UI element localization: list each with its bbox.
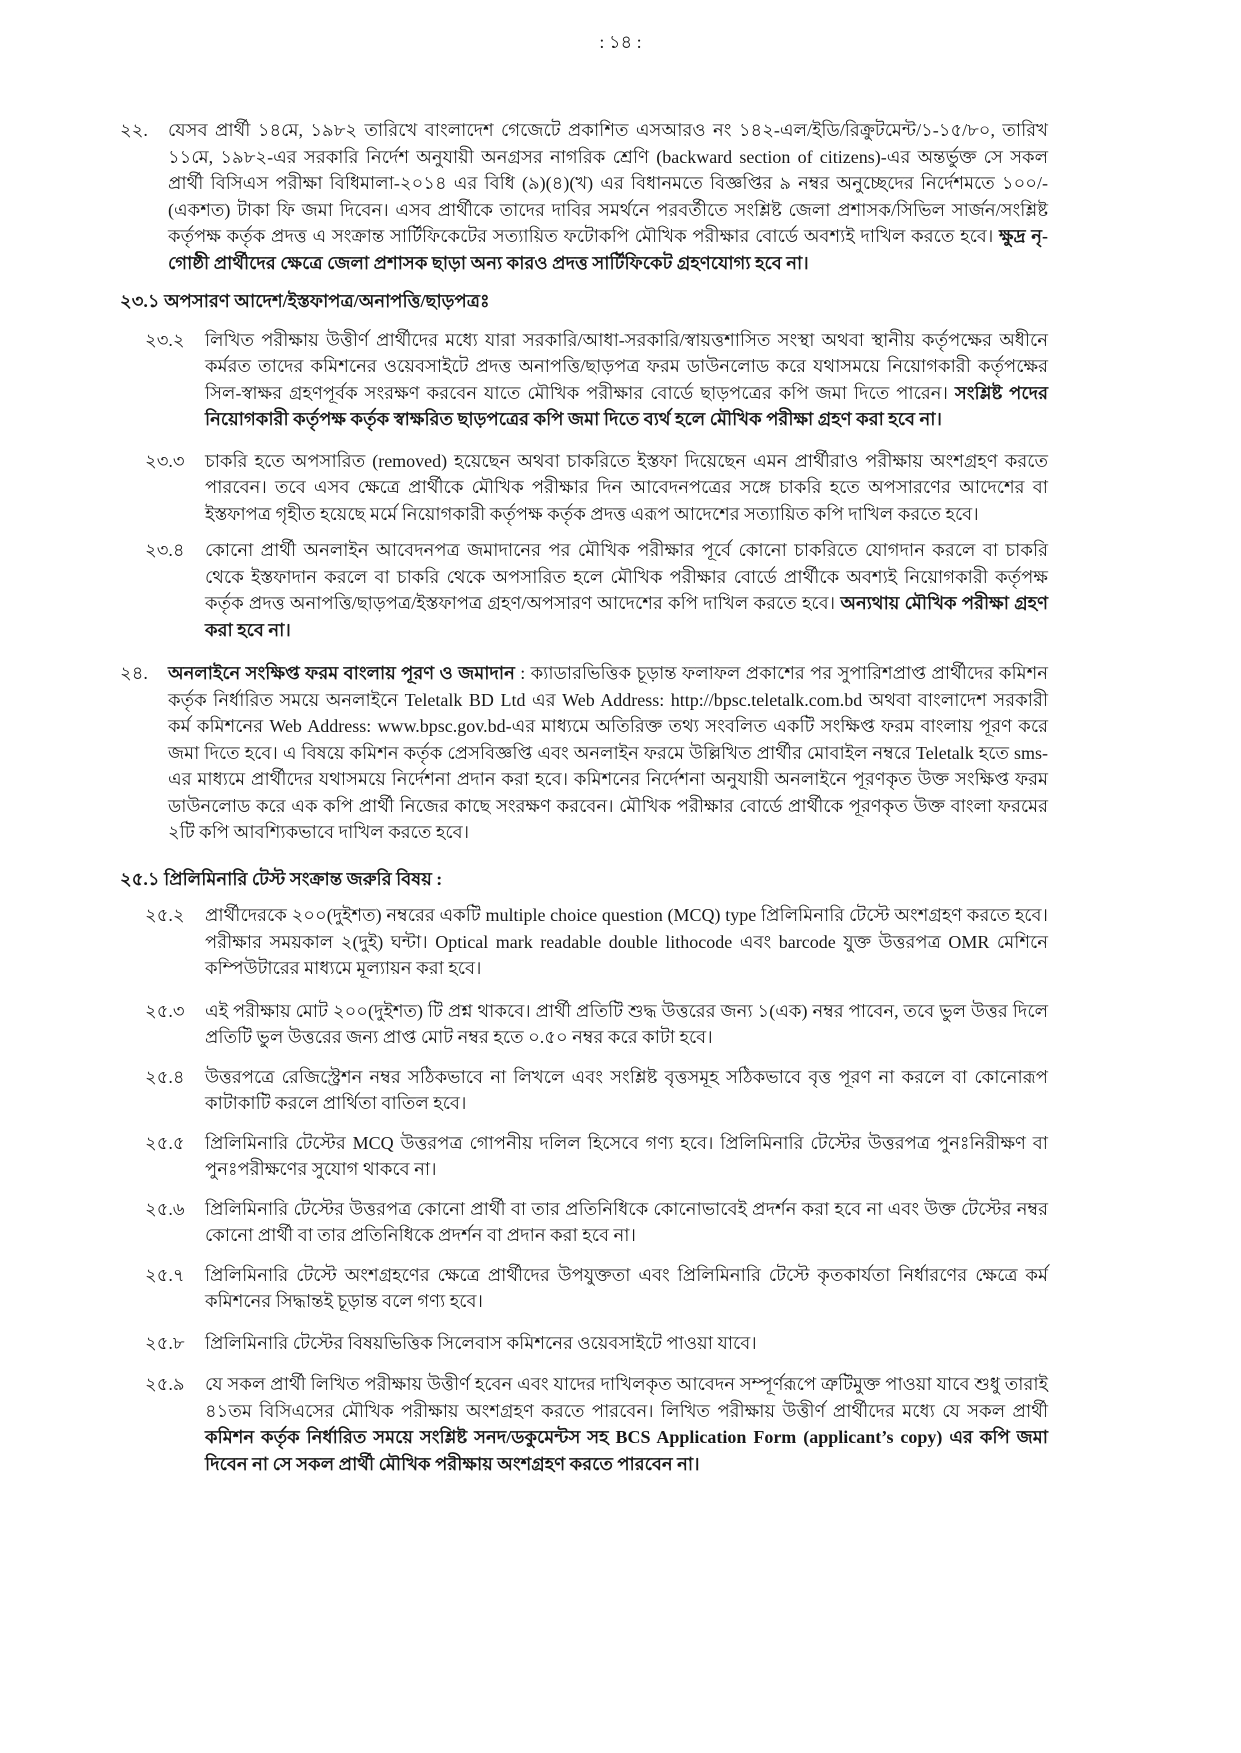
item-23-4-text: কোনো প্রার্থী অনলাইন আবেদনপত্র জমাদানের পর মৌখিক পরীক্ষার পূর্বে কোনো চাকরিতে যোগদান করলে বা চাকরি থেকে ইস্তফাদান করলে বা চাকরি থেকে অপসারিত হলে মৌখিক পরীক্ষার বোর্ডে প্রার্থীকে অবশ্যই নিয়োগকারী কর্তৃপক্ষ কর্তৃক প্রদত্ত অনাপত্তি/ছাড়পত্র/ইস্তফাপত্র গ্রহণ/অপসারণ আদেশের কপি দাখিল করতে হবে। — [205, 540, 1048, 613]
item-25-9-body — [205, 1371, 1048, 1477]
section-22-text: যেসব প্রার্থী ১৪মে, ১৯৮২ তারিখে বাংলাদেশ গেজেটে প্রকাশিত এসআরও নং ১৪২-এল/ইডি/রিক্রুটমেন্ট/১-১৫/৮০, তারিখ ১১মে, ১৯৮২-এর সরকারি নির্দেশ অনুযায়ী অনগ্রসর নাগরিক শ্রেণি (backward section of citizens)-এর অন্তর্ভুক্ত সে সকল প্রার্থী বিসিএস পরীক্ষা বিধিমালা-২০১৪ এর বিধি (৯)(৪)(খ) এর বিধানমতে বিজ্ঞপ্তির ৯ নম্বর অনুচ্ছেদের নির্দেশমতে ১০০/- (একশত) টাকা ফি জমা দিবেন। এসব প্রার্থীকে তাদের দাবির সমর্থনে পরবর্তীতে সংশ্লিষ্ট জেলা প্রশাসক/সিভিল সার্জন/সংশ্লিষ্ট কর্তৃপক্ষ কর্তৃক প্রদত্ত এ সংক্রান্ত সার্টিফিকেটের সত্যায়িত ফটোকপি মৌখিক পরীক্ষার বোর্ডে অবশ্যই দাখিল করতে হবে। — [168, 120, 1048, 246]
item-25-4-text: উত্তরপত্রে রেজিস্ট্রেশন নম্বর সঠিকভাবে না লিখলে এবং সংশ্লিষ্ট বৃত্তসমূহ সঠিকভাবে বৃত্ত পূরণ না করলে বা কোনোরূপ কাটাকাটি করলে প্রার্থিতা বাতিল হবে। — [205, 1066, 1048, 1113]
item-25-5-text: প্রিলিমিনারি টেস্টের MCQ উত্তরপত্র গোপনীয় দলিল হিসেবে গণ্য হবে। প্রিলিমিনারি টেস্টের উত্তরপত্র পুনঃনিরীক্ষণ বা পুনঃপরীক্ষণের সুযোগ থাকবে না। — [205, 1132, 1048, 1179]
item-23-4-body — [205, 537, 1048, 643]
item-25-7 — [145, 1262, 1048, 1315]
item-25-8-text: প্রিলিমিনারি টেস্টের বিষয়ভিত্তিক সিলেবাস কমিশনের ওয়েবসাইটে পাওয়া যাবে। — [205, 1332, 757, 1353]
item-25-2-text: প্রার্থীদেরকে ২০০(দুইশত) নম্বরের একটি multiple choice question (MCQ) type প্রিলিমিনারি টেস্টে অংশগ্রহণ করতে হবে। পরীক্ষার সময়কাল ২(দুই) ঘন্টা। Optical mark readable double lithocode এবং barcode যুক্ত উত্তরপত্র OMR মেশিনে কম্পিউটারের মাধ্যমে মূল্যায়ন করা হবে। — [205, 905, 1048, 978]
section-22-body — [168, 117, 1048, 276]
item-23-2-body — [205, 327, 1048, 433]
item-23-4-bold-text: অন্যথায় মৌখিক পরীক্ষা গ্রহণ করা হবে না। — [205, 593, 1049, 640]
section-24-body — [168, 660, 1048, 846]
item-25-3 — [145, 998, 1048, 1051]
section-22-bold-text: ক্ষুদ্র নৃ-গোষ্ঠী প্রার্থীদের ক্ষেত্রে জেলা প্রশাসক ছাড়া অন্য কারও প্রদত্ত সার্টিফিকেট গ্রহণযোগ্য হবে না। — [168, 226, 1048, 273]
item-23-3-number: ২৩.৩ — [145, 450, 185, 471]
item-25-3-text: এই পরীক্ষায় মোট ২০০(দুইশত) টি প্রশ্ন থাকবে। প্রার্থী প্রতিটি শুদ্ধ উত্তরের জন্য ১(এক) নম্বর পাবেন, তবে ভুল উত্তর দিলে প্রতিটি ভুল উত্তরের জন্য প্রাপ্ত মোট নম্বর হতে ০.৫০ নম্বর করে কাটা হবে। — [205, 1000, 1048, 1047]
page-content — [120, 117, 1048, 1477]
item-25-5 — [145, 1130, 1048, 1183]
item-23-3-text: চাকরি হতে অপসারিত (removed) হয়েছেন অথবা চাকরিতে ইস্তফা দিয়েছেন এমন প্রার্থীরাও পরীক্ষায় অংশগ্রহণ করতে পারবেন। তবে এসব ক্ষেত্রে প্রার্থীকে মৌখিক পরীক্ষার দিন আবেদনপত্রের সঙ্গে চাকরি হতে অপসারণের আদেশের বা ইস্তফাপত্র গৃহীত হয়েছে মর্মে নিয়োগকারী কর্তৃপক্ষ কর্তৃক প্রদত্ত এরূপ আদেশের সত্যায়িত কপি দাখিল করতে হবে। — [205, 450, 1048, 524]
item-25-6-text: প্রিলিমিনারি টেস্টের উত্তরপত্র কোনো প্রার্থী বা তার প্রতিনিধিকে কোনোভাবেই প্রদর্শন করা হবে না এবং উক্ত টেস্টের নম্বর কোনো প্রার্থী বা তার প্রতিনিধিকে প্রদর্শন বা প্রদান করা হবে না। — [205, 1198, 1048, 1245]
item-25-7-text: প্রিলিমিনারি টেস্টে অংশগ্রহণের ক্ষেত্রে প্রার্থীদের উপযুক্ততা এবং প্রিলিমিনারি টেস্টে কৃতকার্যতা নির্ধারণের ক্ষেত্রে কর্ম কমিশনের সিদ্ধান্তই চূড়ান্ত বলে গণ্য হবে। — [205, 1264, 1048, 1311]
item-23-2-number: ২৩.২ — [145, 329, 185, 350]
section-24-bold-lead: অনলাইনে সংক্ষিপ্ত ফরম বাংলায় পূরণ ও জমাদান — [168, 663, 515, 683]
item-25-4-number: ২৫.৪ — [145, 1066, 185, 1087]
section-22 — [120, 117, 1048, 276]
item-23-4 — [145, 537, 1048, 643]
item-25-9-text: যে সকল প্রার্থী লিখিত পরীক্ষায় উত্তীর্ণ হবেন এবং যাদের দাখিলকৃত আবেদন সম্পূর্ণরূপে ত্রুটিমুক্ত পাওয়া যাবে শুধু তারাই ৪১তম বিসিএসের মৌখিক পরীক্ষায় অংশগ্রহণ করতে পারবেন। লিখিত পরীক্ষায় উত্তীর্ণ প্রার্থীদের মধ্যে যে সকল প্রার্থী — [205, 1374, 1048, 1421]
item-23-3 — [145, 448, 1048, 528]
section-24-text: : ক্যাডারভিত্তিক চূড়ান্ত ফলাফল প্রকাশের পর সুপারিশপ্রাপ্ত প্রার্থীদের কমিশন কর্তৃক নির্ধারিত সময়ে অনলাইনে Teletalk BD Ltd এর Web Address: http://bpsc.teletalk.com.bd অথবা বাংলাদেশ সরকারী কর্ম কমিশনের Web Address: www.bpsc.gov.bd-এর মাধ্যমে অতিরিক্ত তথ্য সংবলিত একটি সংক্ষিপ্ত ফরম বাংলায় পূরণ করে জমা দিতে হবে। এ বিষয়ে কমিশন কর্তৃক প্রেসবিজ্ঞপ্তি এবং অনলাইন ফরমে উল্লিখিত প্রার্থীর মোবাইল নম্বরে Teletalk হতে sms-এর মাধ্যমে প্রার্থীদের যথাসময়ে নির্দেশনা প্রদান করা হবে। কমিশনের নির্দেশনা অনুযায়ী অনলাইনে পূরণকৃত উক্ত সংক্ষিপ্ত ফরম ডাউনলোড করে এক কপি প্রার্থী নিজের কাছে সংরক্ষণ করবেন। মৌখিক পরীক্ষার বোর্ডে প্রার্থীকে পূরণকৃত উক্ত বাংলা ফরমের ২টি কপি আবশ্যিকভাবে দাখিল করতে হবে। — [168, 663, 1048, 842]
item-25-4 — [145, 1064, 1048, 1117]
item-25-2 — [145, 902, 1048, 982]
item-23-2 — [145, 327, 1048, 433]
item-25-5-number: ২৫.৫ — [145, 1132, 185, 1153]
item-25-9 — [145, 1371, 1048, 1477]
item-23-2-text: লিখিত পরীক্ষায় উত্তীর্ণ প্রার্থীদের মধ্যে যারা সরকারি/আধা-সরকারি/স্বায়ত্তশাসিত সংস্থা অথবা স্থানীয় কর্তৃপক্ষের অধীনে কর্মরত তাদের কমিশনের ওয়েবসাইটে প্রদত্ত অনাপত্তি/ছাড়পত্র ফরম ডাউনলোড করে যথাসময়ে নিয়োগকারী কর্তৃপক্ষের সিল-স্বাক্ষর গ্রহণপূর্বক সংরক্ষণ করবেন যাতে মৌখিক পরীক্ষার বোর্ডে ছাড়পত্রের কপি জমা দিতে পারেন। — [205, 329, 1048, 403]
item-23-4-number: ২৩.৪ — [145, 540, 185, 560]
item-25-8-number: ২৫.৮ — [145, 1332, 185, 1353]
item-25-6 — [145, 1196, 1048, 1249]
item-25-8 — [145, 1330, 1048, 1357]
item-23-2-bold-text: সংশ্লিষ্ট পদের নিয়োগকারী কর্তৃপক্ষ কর্তৃক স্বাক্ষরিত ছাড়পত্রের কপি জমা দিতে ব্যর্থ হলে মৌখিক পরীক্ষা গ্রহণ করা হবে না। — [205, 382, 1048, 429]
section-24-number: ২৪. — [120, 663, 148, 683]
item-25-3-number: ২৫.৩ — [145, 1000, 185, 1021]
section-24 — [120, 660, 1048, 846]
section-23-heading: ২৩.১ অপসারণ আদেশ/ইস্তফাপত্র/অনাপত্তি/ছাড়পত্রঃ — [120, 291, 490, 311]
item-25-9-bold-text: কমিশন কর্তৃক নির্ধারিত সময়ে সংশ্লিষ্ট সনদ/ডকুমেন্টস সহ BCS Application Form (applicant’s copy) এর কপি জমা দিবেন না সে সকল প্রার্থী মৌখিক পরীক্ষায় অংশগ্রহণ করতে পারবেন না। — [205, 1427, 1048, 1474]
item-25-6-number: ২৫.৬ — [145, 1198, 185, 1219]
item-25-9-number: ২৫.৯ — [145, 1374, 185, 1394]
section-22-number: ২২. — [120, 120, 148, 140]
item-25-7-number: ২৫.৭ — [145, 1264, 185, 1285]
section-25-heading: ২৫.১ প্রিলিমিনারি টেস্ট সংক্রান্ত জরুরি বিষয় : — [120, 868, 443, 889]
page-number: : ১৪ : — [599, 32, 642, 52]
item-25-2-number: ২৫.২ — [145, 905, 185, 925]
